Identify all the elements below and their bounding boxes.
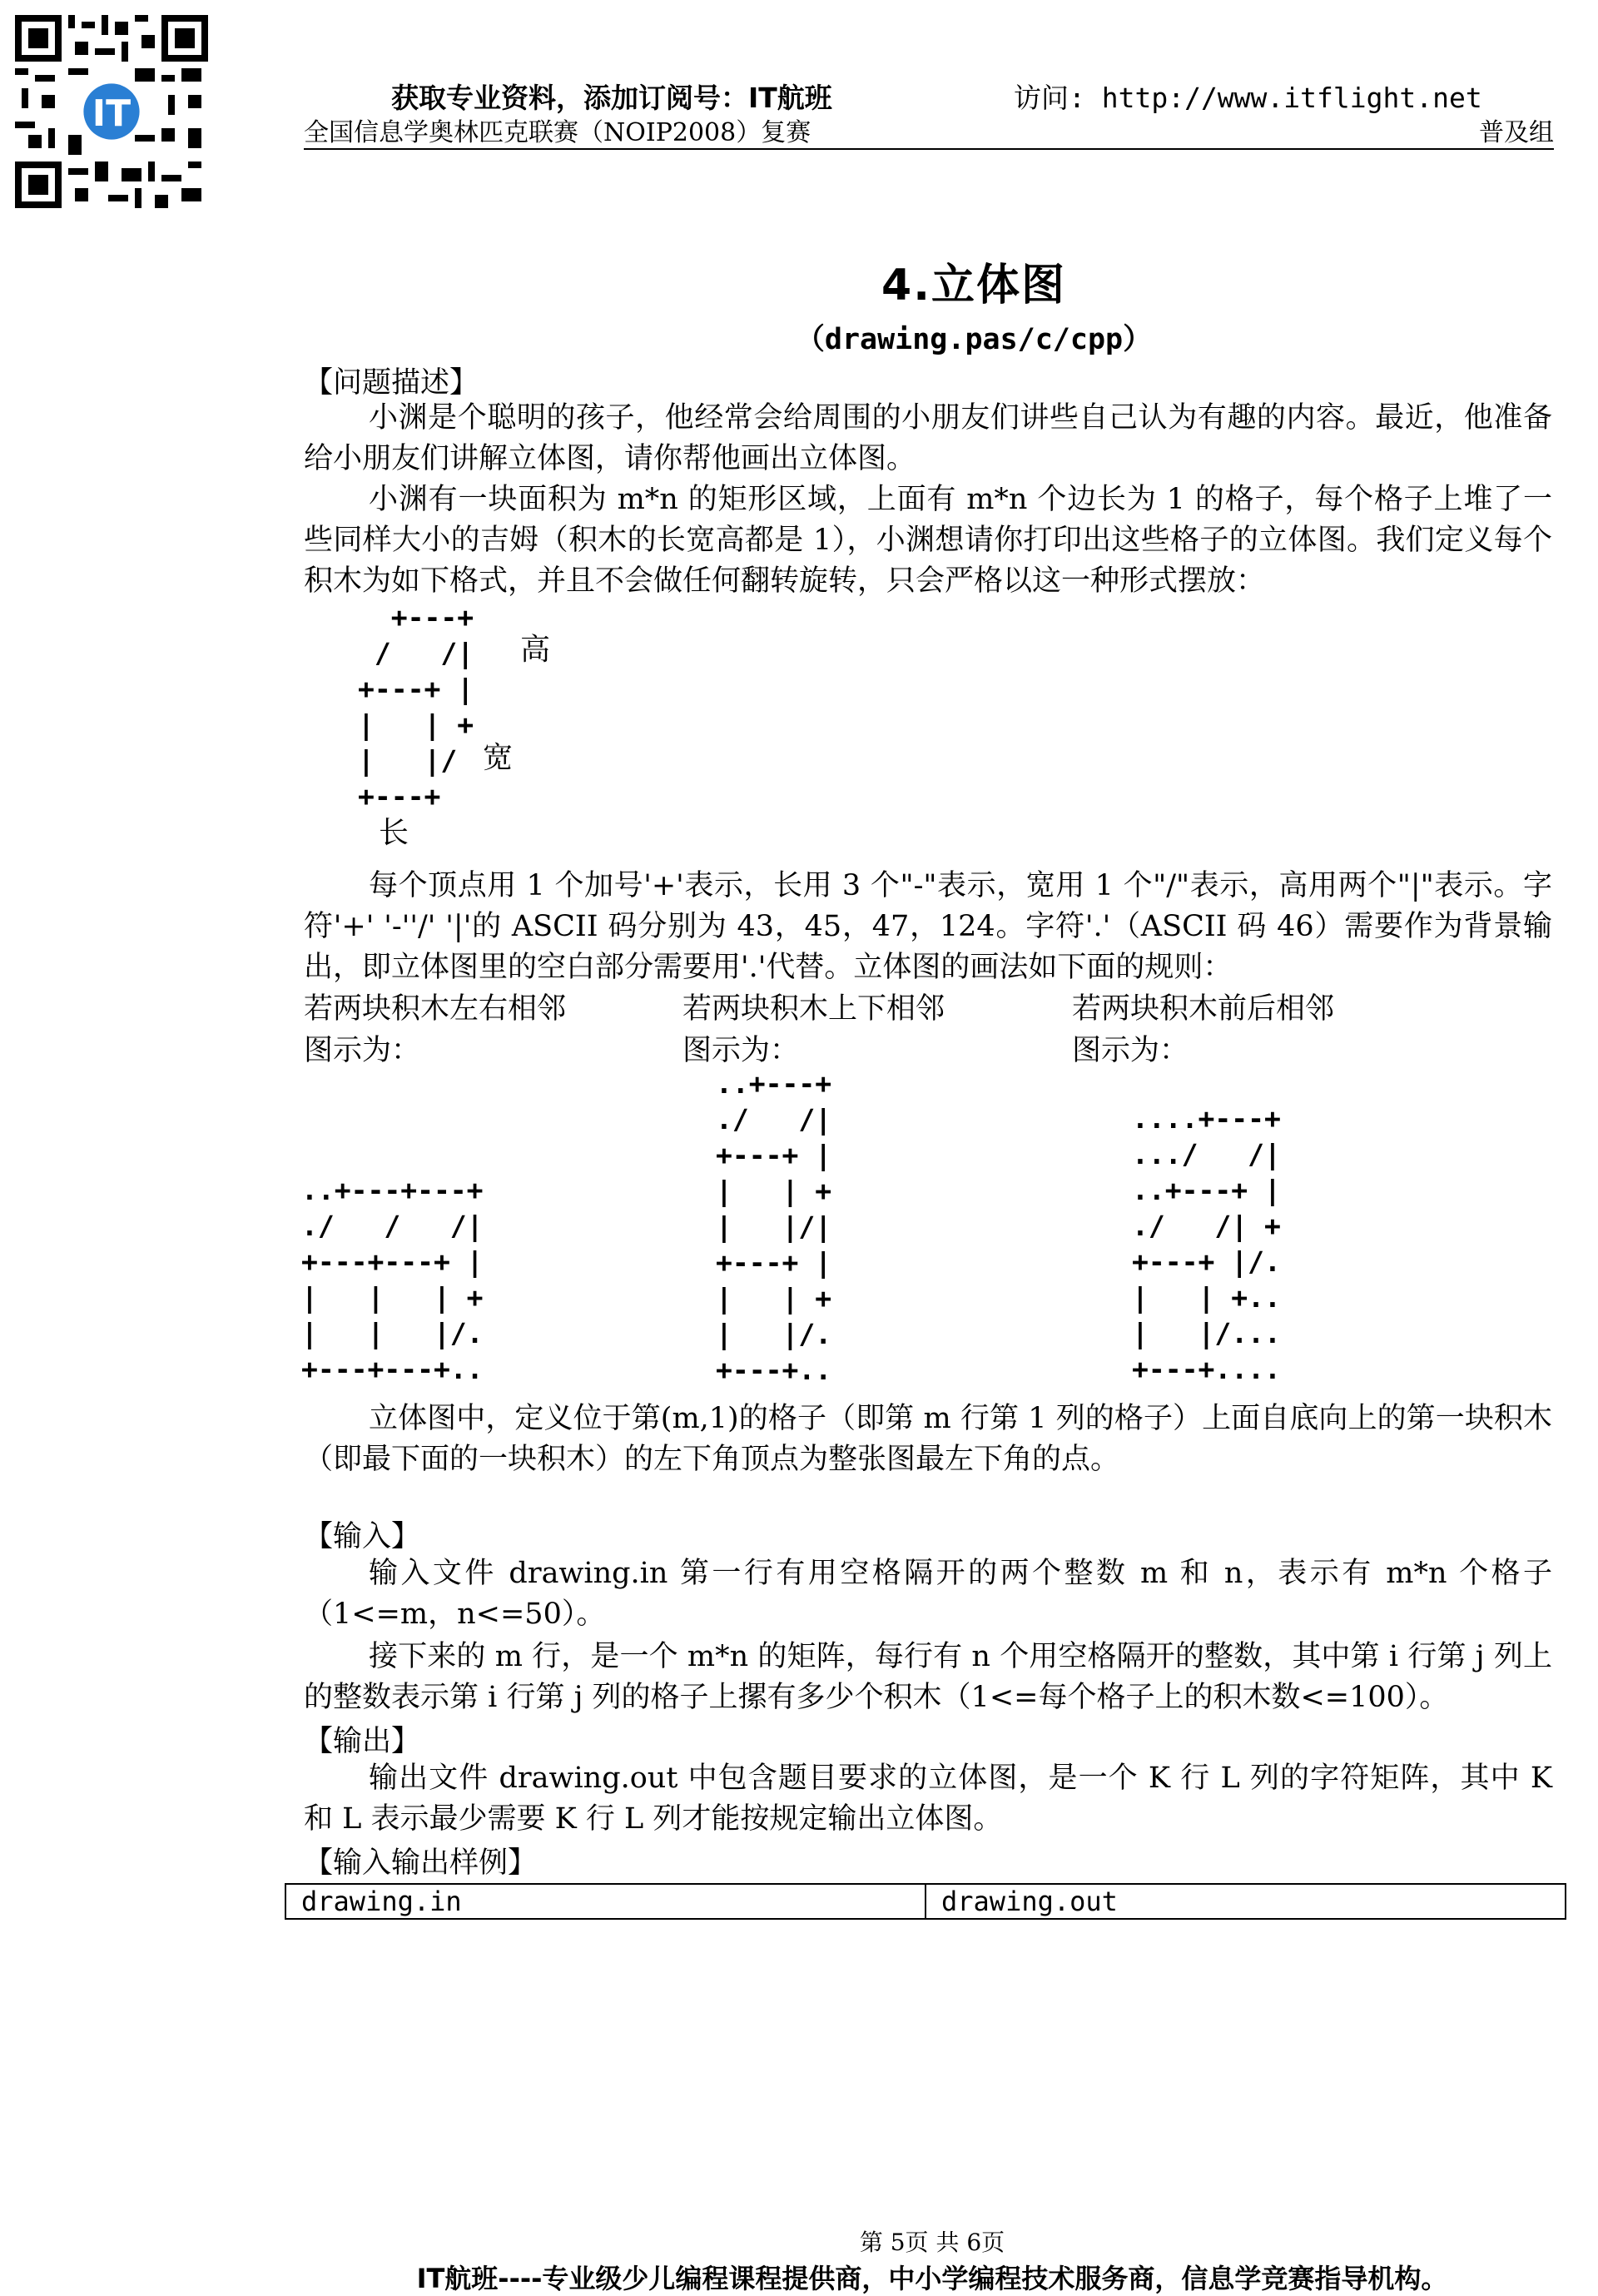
header-divider [304,148,1554,150]
case-up-down-title: 若两块积木上下相邻 [682,992,945,1026]
case-up-down-caption: 图示为： [682,1034,800,1067]
description-paragraph-3: 每个顶点用 1 个加号'+'表示，长用 3 个"-"表示，宽用 1 个"/"表示，高用两个"|"表示。字符'+' '-''/' '|'的 ASCII 码分别为 43，45，47，124。字符'.'（ASCII 码 46）需要作为背景输出，即立体图里的空白部分需要用'.'代替。立体图的画法如下面的规则： [304,869,1552,984]
input-paragraph-1: 输入文件 drawing.in 第一行有用空格隔开的两个整数 m 和 n，表示有 m*n 个格子（1<=m，n<=50）。 [304,1557,1552,1631]
header-visit-link[interactable]: 访问: http://www.itflight.net [1014,82,1482,114]
block-diagram: +---+ / /| +---+ | | | + | |/ +---+ [358,601,474,813]
output-paragraph-1: 输出文件 drawing.out 中包含题目要求的立体图，是一个 K 行 L 列的字符矩阵，其中 K 和 L 表示最少需要 K 行 L 列才能按规定输出立体图。 [304,1762,1552,1836]
header-contest-name: 全国信息学奥林匹克联赛（NOIP2008）复赛 [304,118,811,147]
case-left-right-diagram: ..+---+---+ ./ / /| +---+---+ | | | | + | | |/. +---+---+.. [301,1174,484,1385]
header-level: 普及组 [1479,118,1554,147]
description-paragraph-4: 立体图中，定义位于第(m,1)的格子（即第 m 行第 1 列的格子）上面自底向上的第一块积木（即最下面的一块积木）的左下角顶点为整张图最左下角的点。 [304,1402,1552,1476]
case-left-right-title: 若两块积木左右相邻 [304,992,567,1026]
description-paragraph-2: 小渊有一块面积为 m*n 的矩形区域，上面有 m*n 个边长为 1 的格子，每个格子上堆了一些同样大小的吉姆（积木的长宽高都是 1），小渊想请你打印出这些格子的立体图。我们定义每个积木为如下格式，并且不会做任何翻转旋转，只会严格以这一种形式摆放： [304,483,1552,598]
problem-title: 4.立体图 [881,261,1066,311]
problem-subtitle: （drawing.pas/c/cpp） [795,323,1153,356]
sample-input-header: drawing.in [285,1884,926,1919]
output-heading: 【输出】 [304,1725,421,1758]
case-front-back-title: 若两块积木前后相邻 [1072,992,1335,1026]
page-number: 第 5页 共 6页 [859,2229,1005,2256]
case-up-down-diagram: ..+---+ ./ /| +---+ | | | + | |/| +---+ | | | + | |/. +---+.. [716,1067,832,1386]
qr-code-icon [15,15,208,208]
table-row [285,1884,1566,1919]
qr-center-logo: IT [92,92,132,135]
sample-output-header: drawing.out [926,1884,1566,1919]
label-height: 高 [520,633,551,667]
case-front-back-caption: 图示为： [1072,1034,1189,1067]
description-heading: 【问题描述】 [304,366,479,400]
sample-table [285,1883,1566,1920]
footer-organization: IT航班----专业级少儿编程课程提供商，中小学编程技术服务商，信息学竞赛指导机构。 [416,2263,1448,2294]
label-width: 宽 [483,741,514,775]
header-promo: 获取专业资料，添加订阅号：IT航班 [391,82,832,114]
input-heading: 【输入】 [304,1520,421,1553]
description-paragraph-1: 小渊是个聪明的孩子，他经常会给周围的小朋友们讲些自己认为有趣的内容。最近，他准备给小朋友们讲解立体图，请你帮他画出立体图。 [304,401,1552,475]
case-front-back-diagram: ....+---+ .../ /| ..+---+ | ./ /| + +---+ |/. | | +.. | |/... +---+.... [1132,1102,1281,1385]
label-length: 长 [379,816,409,850]
case-left-right-caption: 图示为： [304,1034,421,1067]
sample-heading: 【输入输出样例】 [304,1846,538,1880]
input-paragraph-2: 接下来的 m 行，是一个 m*n 的矩阵，每行有 n 个用空格隔开的整数，其中第 i 行第 j 列上的整数表示第 i 行第 j 列的格子上摞有多少个积木（1<=每个格子上的积木数<=100）。 [304,1640,1552,1714]
